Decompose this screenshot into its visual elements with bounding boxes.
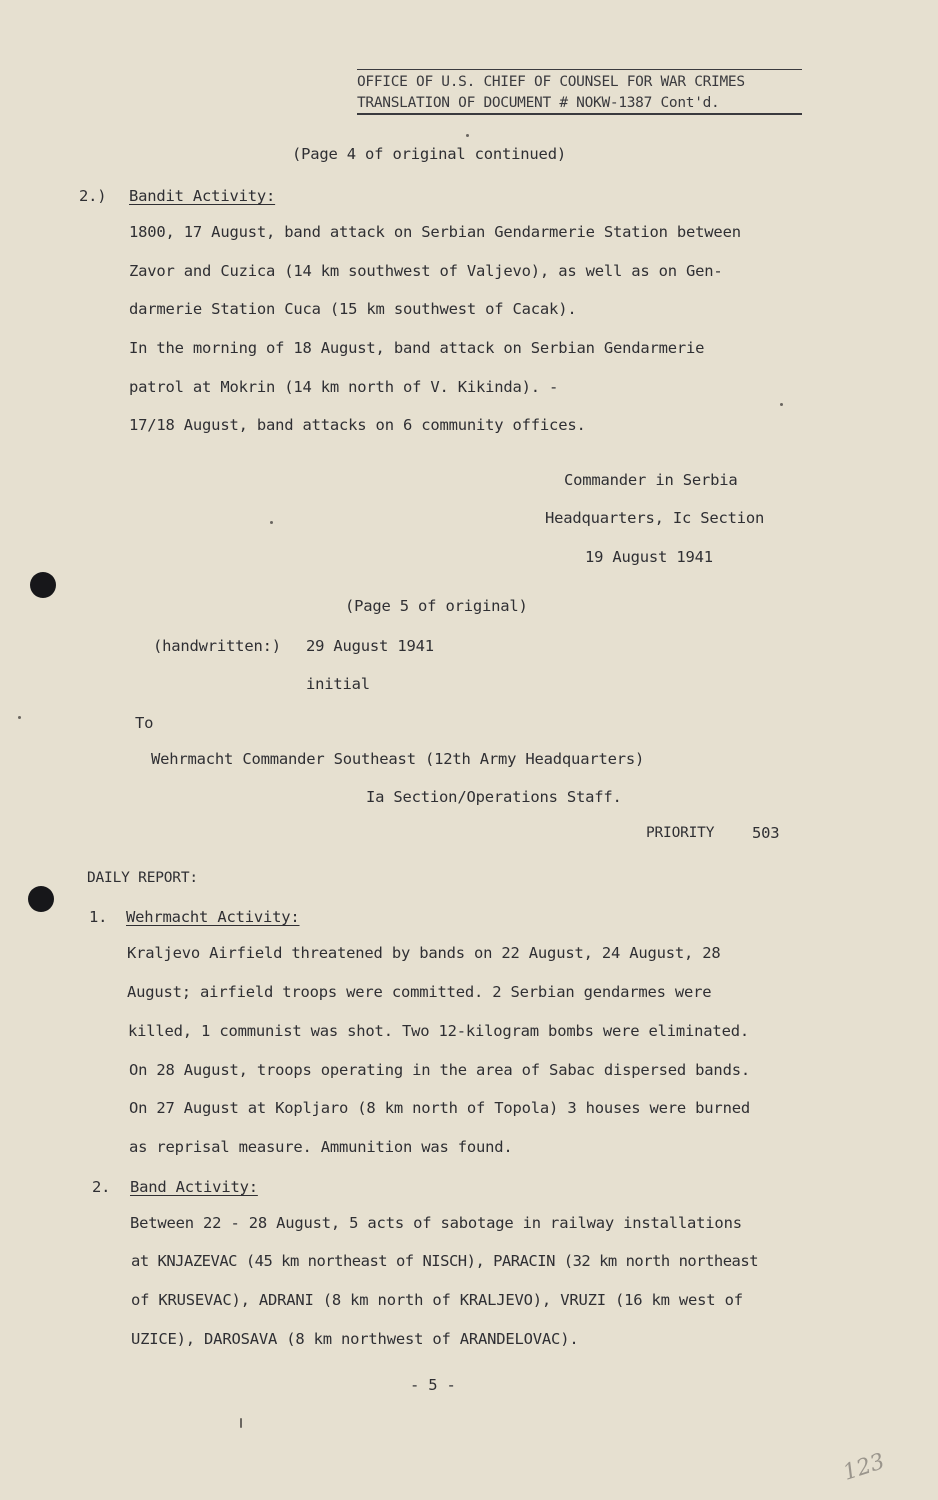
handwritten-date: 29 August 1941 [306, 637, 434, 655]
bandit-line: Zavor and Cuzica (14 km southwest of Valjevo), as well as on Gen- [129, 262, 723, 280]
header-translation-line: TRANSLATION OF DOCUMENT # NOKW-1387 Cont'd. [357, 95, 720, 111]
band-line: Between 22 - 28 August, 5 acts of sabotage in railway installations [130, 1214, 742, 1232]
wehrmacht-section-number: 1. [89, 908, 108, 926]
header-top-rule [357, 69, 802, 70]
paper-speck [240, 1418, 242, 1428]
bandit-line: patrol at Mokrin (14 km north of V. Kikinda). - [129, 378, 559, 396]
punch-hole-top [30, 572, 56, 598]
bandit-line: 17/18 August, band attacks on 6 community offices. [129, 416, 586, 434]
handwritten-label: (handwritten:) [153, 637, 281, 655]
address-section: Ia Section/Operations Staff. [366, 788, 622, 806]
wehrmacht-line: On 28 August, troops operating in the area of Sabac dispersed bands. [129, 1061, 750, 1079]
paper-speck [780, 403, 783, 406]
wehrmacht-line: On 27 August at Kopljaro (8 km north of Topola) 3 houses were burned [129, 1099, 750, 1117]
bandit-line: In the morning of 18 August, band attack on Serbian Gendarmerie [129, 339, 705, 357]
signature-commander: Commander in Serbia [564, 471, 738, 489]
band-line: UZICE), DAROSAVA (8 km northwest of ARANDELOVAC). [131, 1330, 579, 1348]
signature-date: 19 August 1941 [585, 548, 713, 566]
handwritten-initial: initial [306, 675, 370, 693]
paper-speck [18, 716, 21, 719]
band-line: of KRUSEVAC), ADRANI (8 km north of KRALJEVO), VRUZI (16 km west of [131, 1291, 743, 1309]
header-underline [357, 113, 802, 115]
bandit-line: darmerie Station Cuca (15 km southwest of Cacak). [129, 300, 577, 318]
page-4-continued-note: (Page 4 of original continued) [292, 145, 566, 163]
punch-hole-bottom [28, 886, 54, 912]
bandit-line: 1800, 17 August, band attack on Serbian Gendarmerie Station between [129, 223, 741, 241]
wehrmacht-line: Kraljevo Airfield threatened by bands on 22 August, 24 August, 28 [127, 944, 721, 962]
page-5-note: (Page 5 of original) [345, 597, 528, 615]
bandit-section-number: 2.) [79, 187, 107, 205]
band-line: at KNJAZEVAC (45 km northeast of NISCH), PARACIN (32 km north northeast [131, 1252, 759, 1270]
address-to: To [135, 714, 154, 732]
pencil-archive-mark: 123 [840, 1449, 888, 1486]
band-section-heading: Band Activity: [130, 1178, 258, 1196]
daily-report-heading: DAILY REPORT: [87, 870, 198, 886]
bandit-section-heading: Bandit Activity: [129, 187, 276, 205]
wehrmacht-line: August; airfield troops were committed. 2 Serbian gendarmes were [127, 983, 712, 1001]
signature-headquarters: Headquarters, Ic Section [545, 509, 765, 527]
page-number: - 5 - [410, 1376, 456, 1394]
wehrmacht-line: killed, 1 communist was shot. Two 12-kilogram bombs were eliminated. [128, 1022, 749, 1040]
priority-number: 503 [752, 824, 780, 842]
paper-speck [466, 134, 469, 137]
header-office-line: OFFICE OF U.S. CHIEF OF COUNSEL FOR WAR CRIMES [357, 74, 745, 90]
priority-label: PRIORITY [646, 825, 715, 841]
address-recipient: Wehrmacht Commander Southeast (12th Army Headquarters) [151, 750, 645, 768]
band-section-number: 2. [92, 1178, 111, 1196]
paper-speck [270, 521, 273, 524]
wehrmacht-section-heading: Wehrmacht Activity: [126, 908, 300, 926]
wehrmacht-line: as reprisal measure. Ammunition was found. [129, 1138, 513, 1156]
